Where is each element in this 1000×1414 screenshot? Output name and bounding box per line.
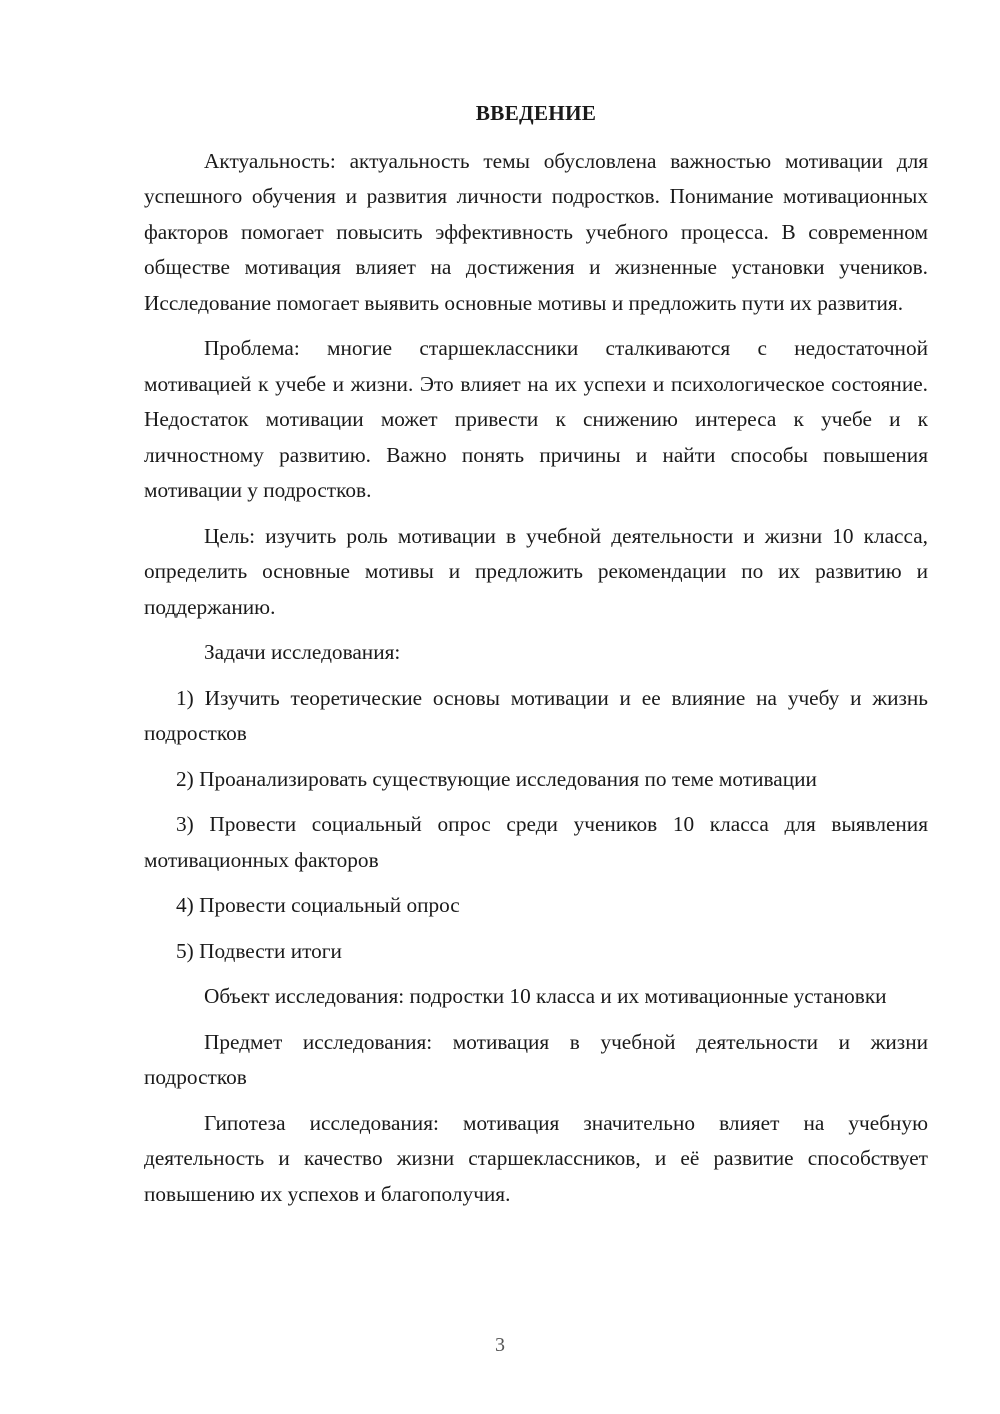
page-number: 3 (495, 1334, 505, 1356)
task-item-3: 3) Провести социальный опрос среди учеников 10 класса для выявления мотивационных факторов (144, 812, 928, 872)
paragraph-tasks-heading: Задачи исследования: (204, 640, 401, 664)
task-item-1: 1) Изучить теоретические основы мотивации и ее влияние на учебу и жизнь подростков (144, 685, 928, 745)
paragraph-object: Объект исследования: подростки 10 класса и их мотивационные установки (204, 984, 887, 1008)
task-item-2: 2) Проанализировать существующие исследования по теме мотивации (176, 766, 817, 791)
page-title: ВВЕДЕНИЕ (475, 101, 597, 125)
paragraph-relevance: Актуальность: актуальность темы обусловлена важностью мотивации для успешного обучения и развития личности подростков. Понимание мотивационных факторов помогает повысить эффективность учебного процесса. В современном обществе мотивация влияет на достижения и жизненные установки учеников. Исследование помогает выявить основные мотивы и предложить пути их развития. (144, 148, 928, 315)
paragraph-subject: Предмет исследования: мотивация в учебной деятельности и жизни подростков (144, 1029, 928, 1089)
paragraph-problem: Проблема: многие старшеклассники сталкиваются с недостаточной мотивацией к учебе и жизни. Это влияет на их успехи и психологическое состояние. Недостаток мотивации может привести к снижению интереса к учебе и к личностному развитию. Важно понять причины и найти способы повышения мотивации у подростков. (144, 336, 928, 502)
task-item-4: 4) Провести социальный опрос (176, 893, 460, 917)
paragraph-goal: Цель: изучить роль мотивации в учебной деятельности и жизни 10 класса, определить основные мотивы и предложить рекомендации по их развитию и поддержанию. (144, 523, 928, 619)
paragraph-hypothesis: Гипотеза исследования: мотивация значительно влияет на учебную деятельность и качество жизни старшеклассников, и её развитие способствует повышению их успехов и благополучия. (144, 1110, 928, 1206)
document-page (144, 96, 928, 1222)
task-item-5: 5) Подвести итоги (176, 938, 342, 963)
